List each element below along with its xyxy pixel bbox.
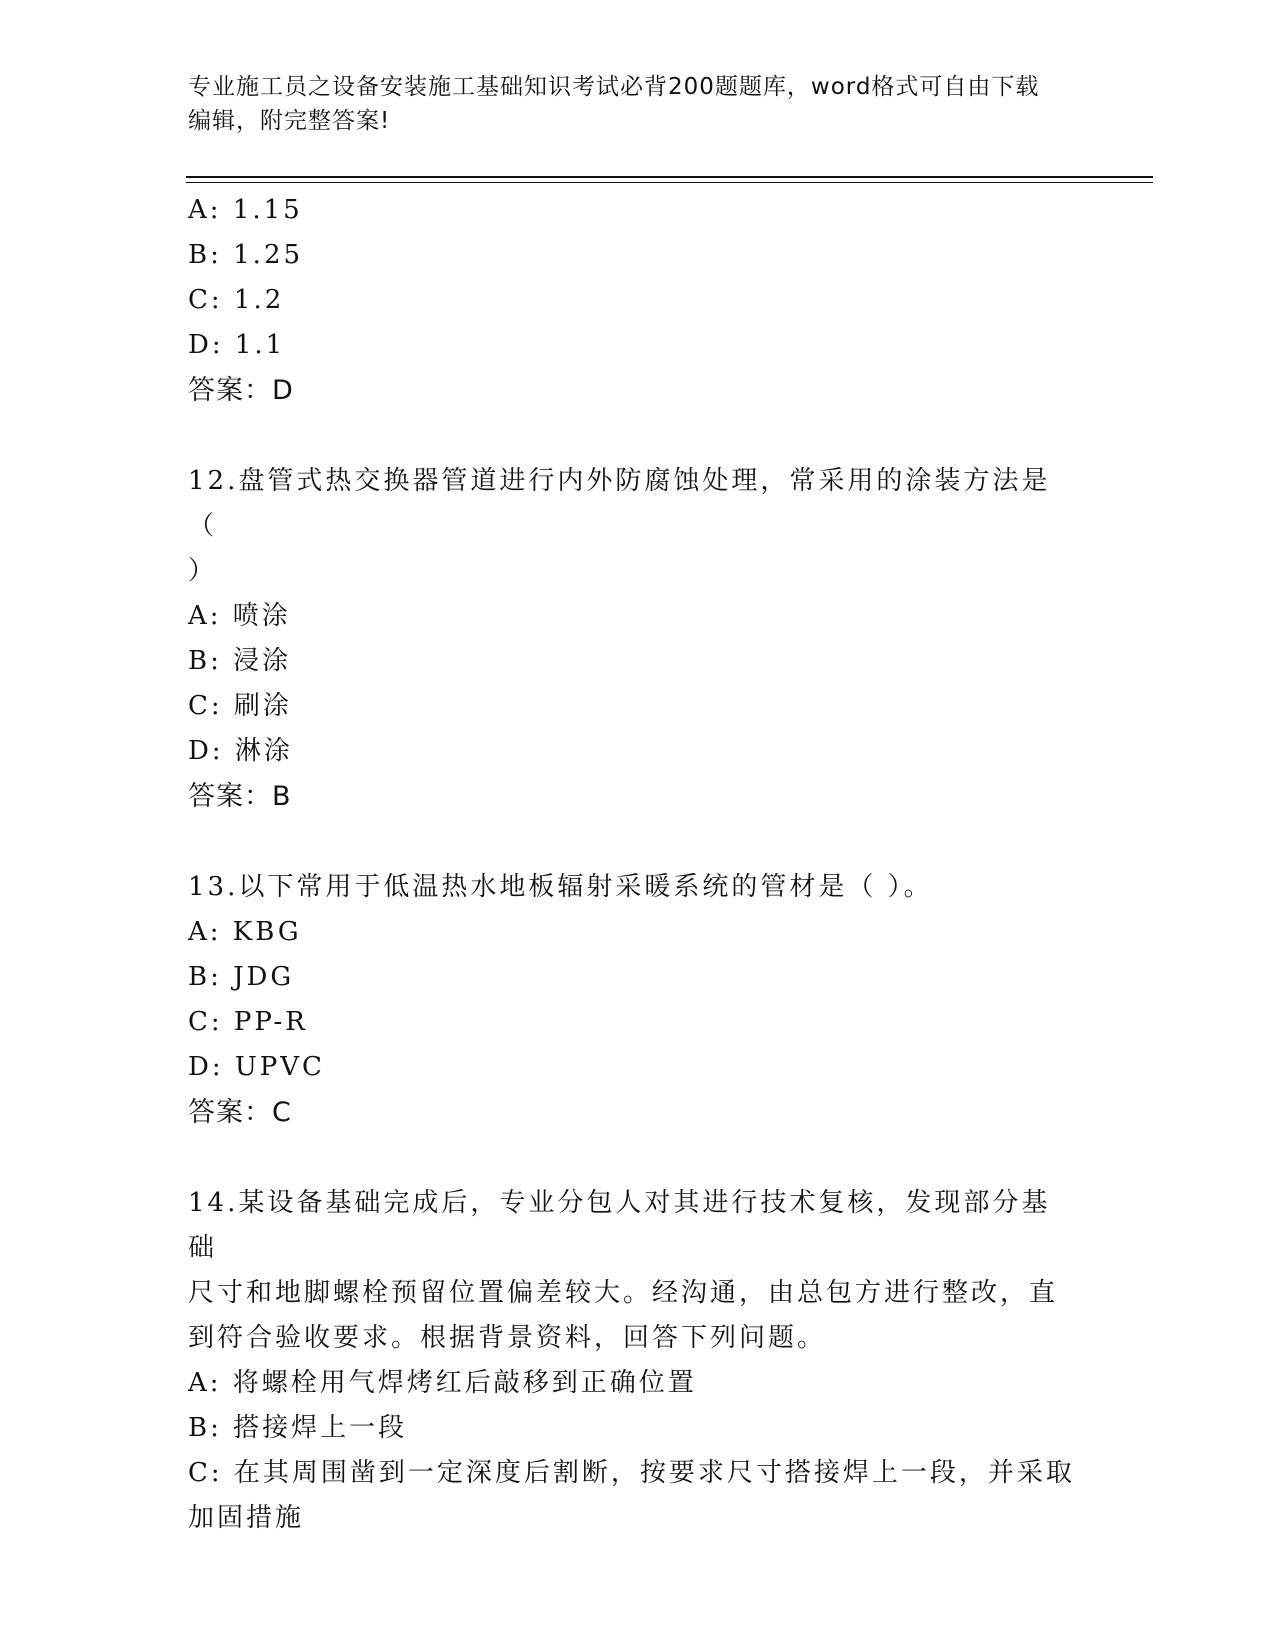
option-b: B: 搭接焊上一段 bbox=[188, 1413, 408, 1443]
option-c: C: 在其周围凿到一定深度后割断，按要求尺寸搭接焊上一段，并采取 bbox=[188, 1458, 1075, 1488]
option-a: A: KBG bbox=[188, 917, 302, 947]
option-b: B: 1.25 bbox=[188, 240, 304, 270]
answer-line: 答案：C bbox=[188, 1097, 292, 1128]
question-stem: ） bbox=[188, 556, 218, 586]
document-header bbox=[188, 70, 1068, 138]
question-stem: 到符合验收要求。根据背景资料，回答下列问题。 bbox=[188, 1323, 827, 1353]
option-a: A: 将螺栓用气焊烤红后敲移到正确位置 bbox=[188, 1368, 697, 1398]
header-divider-thick bbox=[186, 176, 1153, 178]
option-c-continued: 加固措施 bbox=[188, 1503, 305, 1533]
option-c: C: PP-R bbox=[188, 1007, 308, 1037]
header-divider-thin bbox=[186, 182, 1153, 183]
question-stem: 13.以下常用于低温热水地板辐射采暖系统的管材是（ ）。 bbox=[188, 872, 933, 902]
option-c: C: 1.2 bbox=[188, 285, 285, 315]
option-a: A: 喷涂 bbox=[188, 601, 291, 631]
header-line-1: 专业施工员之设备安装施工基础知识考试必背200题题库，word格式可自由下载 bbox=[188, 74, 1040, 100]
previous-question-tail bbox=[188, 188, 1078, 414]
header-line-2: 编辑，附完整答案! bbox=[188, 108, 391, 134]
option-a: A: 1.15 bbox=[188, 195, 303, 225]
option-b: B: 浸涂 bbox=[188, 646, 292, 676]
option-d: D: 淋涂 bbox=[188, 736, 293, 766]
option-d: D: UPVC bbox=[188, 1052, 325, 1082]
question-stem: 14.某设备基础完成后，专业分包人对其进行技术复核，发现部分基础 bbox=[188, 1188, 1051, 1263]
question-14 bbox=[188, 1181, 1078, 1541]
option-c: C: 刷涂 bbox=[188, 691, 292, 721]
answer-line: 答案：D bbox=[188, 375, 294, 406]
option-d: D: 1.1 bbox=[188, 330, 286, 360]
document-body bbox=[188, 188, 1078, 1541]
question-stem: 12.盘管式热交换器管道进行内外防腐蚀处理，常采用的涂装方法是（ bbox=[188, 466, 1051, 541]
question-stem: 尺寸和地脚螺栓预留位置偏差较大。经沟通，由总包方进行整改，直 bbox=[188, 1278, 1059, 1308]
question-12 bbox=[188, 459, 1078, 820]
option-b: B: JDG bbox=[188, 962, 295, 992]
answer-line: 答案：B bbox=[188, 781, 292, 812]
question-13 bbox=[188, 865, 1078, 1136]
